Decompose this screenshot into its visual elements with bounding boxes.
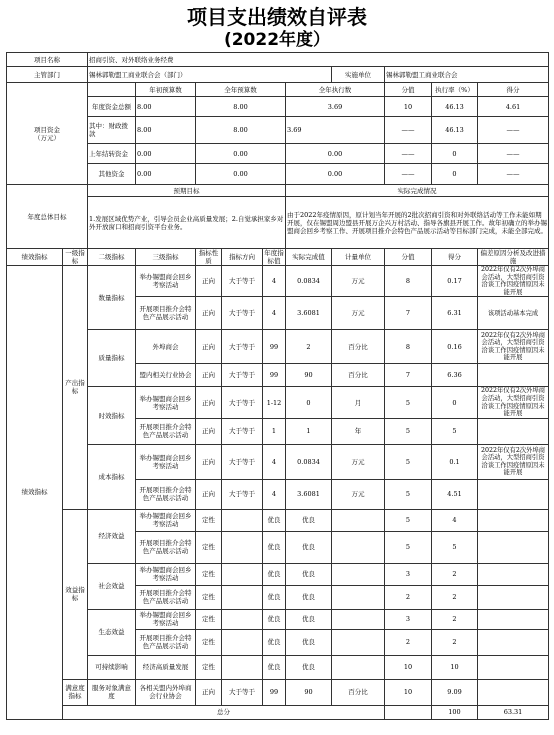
score: 0 [432, 387, 478, 418]
unit [332, 655, 385, 679]
deviation-note: 2022年仅有2次外埠商会活动，大型招商引资洽谈工作因疫情原因未能开展 [478, 266, 549, 297]
unit: 月 [332, 387, 385, 418]
project-name-value: 招商引资、对外联络业务经费 [88, 53, 549, 67]
funds-header-row [7, 83, 549, 97]
deviation-note [478, 629, 549, 655]
unit: 万元 [332, 479, 385, 509]
expected-goals-text: 1.发展区域优势产业，引导会员企业高质量发展；2.自觉承担家乡对外开放窗口和招商引资平台业务。 [88, 197, 286, 249]
level3-name: 举办锡盟商会回乡考察活动 [136, 509, 196, 531]
target-value: 99 [263, 330, 286, 364]
score-value: 5 [385, 479, 432, 509]
unit [332, 609, 385, 629]
project-name-label: 项目名称 [7, 53, 88, 67]
funds-annual: 0.00 [196, 144, 286, 164]
nature: 正向 [196, 330, 222, 364]
level3-name: 开展项目推介会特色产品展示活动 [136, 531, 196, 563]
target-value: 4 [263, 297, 286, 330]
unit [332, 563, 385, 585]
score-value: 8 [385, 266, 432, 297]
funds-executed: 3.69 [286, 117, 385, 144]
level3-name: 举办锡盟商会回乡考察活动 [136, 387, 196, 418]
target-value: 优良 [263, 655, 286, 679]
funds-header-annual: 全年预算数 [196, 83, 286, 97]
funds-header-initial: 年初预算数 [136, 83, 196, 97]
funds-header-rate: 执行率（%） [432, 83, 478, 97]
funds-initial: 8.00 [136, 117, 196, 144]
funds-rate: 0 [432, 164, 478, 185]
indicator-row [7, 266, 549, 297]
funds-annual: 8.00 [196, 97, 286, 117]
level2-economic: 经济效益 [88, 509, 136, 563]
header-level2: 二级指标 [88, 249, 136, 266]
funds-score: —— [478, 144, 549, 164]
score: 0.16 [432, 330, 478, 364]
direction [222, 531, 263, 563]
funds-rate: 0 [432, 144, 478, 164]
total-score-value: 100 [432, 705, 478, 719]
header-performance: 绩效指标 [7, 249, 63, 266]
score-value: 10 [385, 679, 432, 705]
target-value: 99 [263, 679, 286, 705]
funds-executed: 0.00 [286, 164, 385, 185]
department-row [7, 67, 549, 83]
level3-name: 外埠商会 [136, 330, 196, 364]
unit: 万元 [332, 266, 385, 297]
unit: 年 [332, 418, 385, 444]
level1-satisfaction: 满意度指标 [63, 679, 88, 705]
direction [222, 609, 263, 629]
target-value: 优良 [263, 531, 286, 563]
level2-timeliness: 时效指标 [88, 387, 136, 444]
target-value: 4 [263, 444, 286, 479]
actual-value: 2 [286, 330, 332, 364]
score-value: 5 [385, 444, 432, 479]
score: 2 [432, 629, 478, 655]
direction: 大于等于 [222, 266, 263, 297]
funds-score-value: —— [385, 164, 432, 185]
deviation-note [478, 364, 549, 387]
score-value: 2 [385, 629, 432, 655]
indicator-row [7, 563, 549, 585]
nature: 定性 [196, 563, 222, 585]
actual-value: 90 [286, 364, 332, 387]
nature: 正向 [196, 418, 222, 444]
score: 5 [432, 531, 478, 563]
header-unit: 计量单位 [332, 249, 385, 266]
indicator-row [7, 330, 549, 364]
score: 6.31 [432, 297, 478, 330]
score-value: 8 [385, 330, 432, 364]
level3-name: 盟内相关行业协会 [136, 364, 196, 387]
indicator-row [7, 387, 549, 418]
header-target: 年度指标值 [264, 249, 284, 265]
target-value: 优良 [263, 563, 286, 585]
unit [332, 509, 385, 531]
score: 9.09 [432, 679, 478, 705]
header-score: 得分 [432, 249, 478, 266]
level3-name: 举办锡盟商会回乡考察活动 [136, 444, 196, 479]
nature: 正向 [196, 387, 222, 418]
deviation-note [478, 609, 549, 629]
nature: 定性 [196, 609, 222, 629]
level3-name: 举办锡盟商会回乡考察活动 [136, 266, 196, 297]
score: 2 [432, 585, 478, 609]
total-unit-blank [385, 705, 432, 719]
unit [332, 629, 385, 655]
deviation-note: 2022年仅有2次外埠商会活动，大型招商引资洽谈工作因疫情原因未能开展 [478, 387, 549, 418]
score-value: 7 [385, 297, 432, 330]
actual-value: 优良 [286, 629, 332, 655]
funds-row [7, 144, 549, 164]
funds-initial: 0.00 [136, 164, 196, 185]
deviation-note [478, 418, 549, 444]
goals-header-row [7, 185, 549, 197]
level1-output: 产出指标 [63, 266, 88, 510]
funds-executed: 3.69 [286, 97, 385, 117]
actual-value: 优良 [286, 609, 332, 629]
nature: 定性 [196, 629, 222, 655]
funds-header-executed: 全年执行数 [286, 83, 385, 97]
evaluation-table [6, 52, 549, 720]
actual-value: 优良 [286, 655, 332, 679]
score: 10 [432, 655, 478, 679]
funds-score: 4.61 [478, 97, 549, 117]
score-value: 7 [385, 364, 432, 387]
level1-benefit: 效益指标 [63, 509, 88, 679]
level2-social: 社会效益 [88, 563, 136, 609]
unit: 百分比 [332, 330, 385, 364]
direction [222, 629, 263, 655]
unit: 百分比 [332, 364, 385, 387]
score-value: 10 [385, 655, 432, 679]
annual-goals-label: 年度总体目标 [7, 185, 88, 249]
funds-row-label: 其中：财政拨款 [88, 117, 136, 144]
unit: 万元 [332, 444, 385, 479]
level3-name: 开展项目推介会特色产品展示活动 [136, 479, 196, 509]
deviation-note [478, 509, 549, 531]
target-value: 优良 [263, 629, 286, 655]
nature: 定性 [196, 585, 222, 609]
funds-score-value: —— [385, 144, 432, 164]
actual-value: 1 [286, 418, 332, 444]
score: 0.17 [432, 266, 478, 297]
target-value: 99 [263, 364, 286, 387]
level2-cost: 成本指标 [88, 444, 136, 509]
funds-row [7, 97, 549, 117]
deviation-note [478, 479, 549, 509]
level2-sustainable: 可持续影响 [88, 655, 136, 679]
funds-header-score: 得分 [478, 83, 549, 97]
level2-quantity: 数量指标 [88, 266, 136, 330]
level3-name: 经济高质量发展 [136, 655, 196, 679]
nature: 正向 [196, 444, 222, 479]
page-title: 项目支出绩效自评表 [187, 5, 367, 29]
score: 4.51 [432, 479, 478, 509]
header-direction: 指标方向 [222, 249, 263, 266]
level3-name: 开展项目推介会特色产品展示活动 [136, 418, 196, 444]
actual-value: 0 [286, 387, 332, 418]
funds-label: 项目资金 （万元） [7, 83, 88, 185]
target-value: 优良 [263, 509, 286, 531]
score: 2 [432, 609, 478, 629]
funds-rate: 46.13 [432, 117, 478, 144]
score-value: 5 [385, 531, 432, 563]
actual-completion-header: 实际完成情况 [286, 185, 549, 197]
actual-value: 优良 [286, 563, 332, 585]
score-value: 5 [385, 418, 432, 444]
score-value: 3 [385, 609, 432, 629]
direction [222, 655, 263, 679]
score: 6.36 [432, 364, 478, 387]
score: 0.1 [432, 444, 478, 479]
funds-annual: 8.00 [196, 117, 286, 144]
level2-ecological: 生态效益 [88, 609, 136, 655]
deviation-note: 2022年仅有2次外埠商会活动，大型招商引资洽谈工作因疫情原因未能开展 [478, 444, 549, 479]
header-score-value: 分值 [385, 249, 432, 266]
header-deviation: 偏差原因分析及改进措施 [478, 249, 549, 266]
funds-header-blank [88, 83, 136, 97]
actual-value: 3.6081 [286, 479, 332, 509]
nature: 定性 [196, 509, 222, 531]
direction: 大于等于 [222, 297, 263, 330]
level3-name: 举办锡盟商会回乡考察活动 [136, 609, 196, 629]
funds-score: —— [478, 164, 549, 185]
indicator-row [7, 679, 549, 705]
page-subtitle: (2022年度） [223, 30, 331, 50]
level3-name: 开展项目推介会特色产品展示活动 [136, 629, 196, 655]
actual-completion-text: 由于2022年疫情原因，原计划当年开展的2批次招商引资和对外联络活动等工作未能如期开展，仅在锡盟周边盟县开展万企兴万村活动、指导各旗县开展工作。故年初确立的举办锡盟商会回乡考察工作、开展项目推介会特色产品展示活动等目标部门完成，未能全部完成。 [286, 197, 549, 249]
actual-value: 优良 [286, 585, 332, 609]
implementing-unit-label: 实施单位 [332, 67, 385, 83]
direction [222, 563, 263, 585]
actual-value: 3.6081 [286, 297, 332, 330]
target-value: 优良 [263, 609, 286, 629]
actual-value: 优良 [286, 531, 332, 563]
actual-value: 90 [286, 679, 332, 705]
funds-rate: 46.13 [432, 97, 478, 117]
nature: 正向 [196, 266, 222, 297]
score: 4 [432, 509, 478, 531]
funds-initial: 8.00 [136, 97, 196, 117]
unit: 百分比 [332, 679, 385, 705]
score: 2 [432, 563, 478, 585]
direction: 大于等于 [222, 479, 263, 509]
direction: 大于等于 [222, 387, 263, 418]
project-name-row [7, 53, 549, 67]
actual-value: 0.0834 [286, 266, 332, 297]
indicator-row [7, 509, 549, 531]
funds-header-score-value: 分值 [385, 83, 432, 97]
target-value: 1 [263, 418, 286, 444]
level3-name: 各相关盟内外埠商会行业协会 [136, 679, 196, 705]
level3-name: 开展项目推介会特色产品展示活动 [136, 297, 196, 330]
score-value: 3 [385, 563, 432, 585]
target-value: 1-12 [263, 387, 286, 418]
goals-row [7, 197, 549, 249]
deviation-note [478, 585, 549, 609]
nature: 正向 [196, 479, 222, 509]
unit: 万元 [332, 297, 385, 330]
indicator-row [7, 655, 549, 679]
performance-header-row [7, 249, 549, 266]
direction [222, 509, 263, 531]
deviation-note [478, 563, 549, 585]
direction: 大于等于 [222, 418, 263, 444]
department-label: 主管部门 [7, 67, 88, 83]
unit [332, 531, 385, 563]
actual-value: 0.0834 [286, 444, 332, 479]
total-row [7, 705, 549, 719]
direction: 大于等于 [222, 330, 263, 364]
level3-name: 举办锡盟商会回乡考察活动 [136, 563, 196, 585]
total-label: 总分 [63, 705, 385, 719]
unit [332, 585, 385, 609]
deviation-note [478, 655, 549, 679]
funds-executed: 0.00 [286, 144, 385, 164]
deviation-note: 2022年仅有2次外埠商会活动，大型招商引资洽谈工作因疫情原因未能开展 [478, 330, 549, 364]
nature: 正向 [196, 364, 222, 387]
funds-row [7, 164, 549, 185]
header-level3: 三级指标 [136, 249, 196, 266]
direction [222, 585, 263, 609]
department-value: 锡林郭勒盟工商业联合会（部门） [88, 67, 332, 83]
funds-row-label: 年度资金总额 [88, 97, 136, 117]
target-value: 4 [263, 266, 286, 297]
expected-goals-header: 预期目标 [88, 185, 286, 197]
deviation-note [478, 679, 549, 705]
nature: 正向 [196, 679, 222, 705]
level3-name: 开展项目推介会特色产品展示活动 [136, 585, 196, 609]
direction: 大于等于 [222, 679, 263, 705]
deviation-note: 该项活动基本完成 [478, 297, 549, 330]
score-value: 5 [385, 387, 432, 418]
funds-row-label: 其他资金 [88, 164, 136, 185]
level2-service: 服务对象满意度 [88, 679, 136, 705]
header-actual: 实际完成值 [286, 249, 332, 266]
target-value: 4 [263, 479, 286, 509]
indicator-row [7, 609, 549, 629]
direction: 大于等于 [222, 444, 263, 479]
nature: 定性 [196, 655, 222, 679]
score: 5 [432, 418, 478, 444]
funds-row [7, 117, 549, 144]
funds-score-value: 10 [385, 97, 432, 117]
target-value: 优良 [263, 585, 286, 609]
total-score: 63.31 [478, 705, 549, 719]
header-nature: 指标性质 [196, 249, 222, 266]
implementing-unit-value: 锡林郭勒盟工商业联合会 [385, 67, 549, 83]
indicator-row [7, 444, 549, 479]
nature: 正向 [196, 297, 222, 330]
direction: 大于等于 [222, 364, 263, 387]
funds-annual: 0.00 [196, 164, 286, 185]
performance-label: 绩效指标 [7, 266, 63, 720]
funds-score-value: —— [385, 117, 432, 144]
level2-quality: 质量指标 [88, 330, 136, 387]
actual-value: 优良 [286, 509, 332, 531]
funds-row-label: 上年结转资金 [88, 144, 136, 164]
score-value: 5 [385, 509, 432, 531]
nature: 定性 [196, 531, 222, 563]
score-value: 2 [385, 585, 432, 609]
funds-initial: 0.00 [136, 144, 196, 164]
deviation-note [478, 531, 549, 563]
funds-score: —— [478, 117, 549, 144]
header-level1: 一级指标 [63, 249, 88, 266]
